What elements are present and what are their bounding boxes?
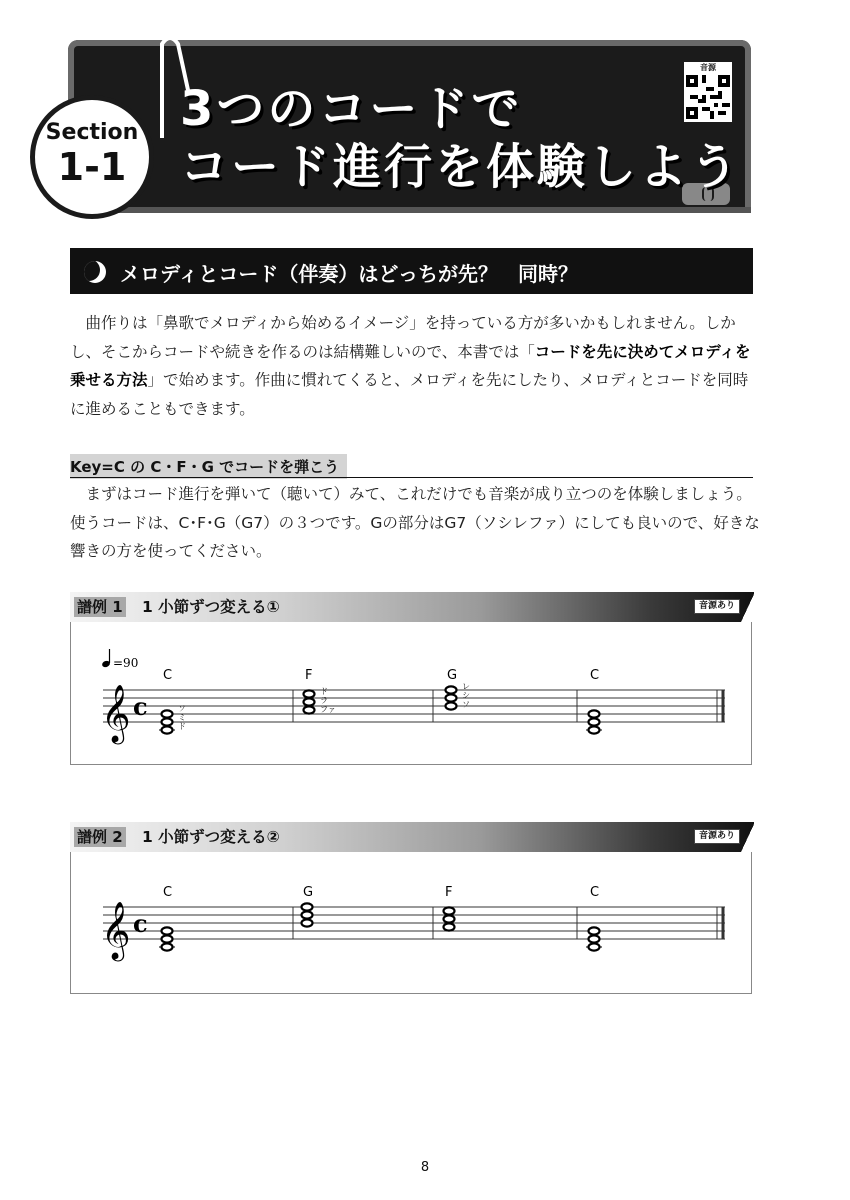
chord-symbol: G — [303, 885, 314, 900]
example-1-score — [70, 622, 752, 765]
qr-code-icon — [686, 75, 730, 119]
example-2-header — [70, 822, 754, 852]
intro-paragraph — [70, 309, 760, 423]
common-time-icon: c — [133, 692, 148, 721]
svg-text:レ: レ — [462, 682, 470, 691]
chord-notes — [159, 686, 602, 733]
example-2-title: 1 小節ずつ変える② — [142, 828, 280, 846]
title-line-2: コード進行を体験しよう — [180, 139, 742, 195]
crescent-moon-icon — [84, 261, 106, 283]
chord-symbol: F — [305, 668, 313, 683]
treble-clef-icon: 𝄞 — [101, 901, 131, 959]
chord-symbol: F — [445, 885, 453, 900]
chord-symbol: C — [163, 668, 173, 683]
svg-text:ラ: ラ — [320, 696, 328, 705]
example-2-audio-badge[interactable]: 音源あり — [694, 829, 740, 844]
title-line-1: 3つのコードで — [180, 81, 523, 137]
svg-text:ミ: ミ — [178, 713, 186, 722]
example-1-staff — [71, 622, 751, 764]
svg-text:ファ: ファ — [320, 705, 336, 714]
intro-text-bold: コードを先に決めてメロディを乗せる方法 — [70, 342, 751, 389]
staff-lines — [103, 690, 725, 722]
title-banner-base — [68, 207, 751, 213]
quarter-note-icon — [101, 649, 111, 668]
chord-symbol: C — [163, 885, 173, 900]
svg-text:ド: ド — [320, 687, 328, 696]
chord-symbol: C — [590, 885, 600, 900]
treble-clef-icon: 𝄞 — [101, 684, 131, 742]
example-1-title: 1 小節ずつ変える① — [142, 598, 280, 616]
svg-text:ド: ド — [178, 722, 186, 731]
svg-text:ソ: ソ — [178, 704, 186, 713]
intro-text-a: 曲作りは「鼻歌でメロディから始めるイメージ」を持っている方が多いかもしれません。しかし、そこからコードや続きを作るのは結構難しいので、本書では「 — [70, 314, 736, 361]
section-badge — [30, 95, 154, 219]
example-2-tag: 譜例 2 — [74, 827, 126, 847]
tempo-value: =90 — [113, 656, 139, 670]
staff-lines — [103, 907, 725, 939]
chord-symbol: C — [590, 668, 600, 683]
svg-text:ソ: ソ — [462, 700, 470, 709]
example-2-staff — [71, 852, 751, 993]
subsection-paragraph: まずはコード進行を弾いて（聴いて）みて、これだけでも音楽が成り立つのを体験しましょう。使うコードは、C･F･G（G7）の３つです。Gの部分はG7（ソシレファ）にしても良いので、好きな響きの方を使ってください。 — [70, 485, 760, 560]
svg-text:シ: シ — [462, 691, 470, 700]
qr-label: 音源 — [700, 63, 716, 72]
section-badge-number: 1-1 — [57, 145, 127, 189]
qr-code-block[interactable] — [684, 62, 732, 122]
common-time-icon: c — [133, 909, 148, 938]
chord-notes — [159, 903, 602, 950]
subsection-heading: Key=C の C・F・G でコードを弾こう — [70, 454, 347, 479]
example-2-score — [70, 852, 752, 994]
chord-symbol: G — [447, 668, 458, 683]
intro-text-b: 」で始めます。作曲に慣れてくると、メロディを先にしたり、メロディとコードを同時に進めることもできます。 — [70, 371, 749, 418]
example-1-header — [70, 592, 754, 622]
section-heading-text: メロディとコード（伴奏）はどっちが先？ 同時？ — [120, 262, 578, 286]
section-heading — [70, 248, 753, 294]
example-1-tag: 譜例 1 — [74, 597, 126, 617]
page-number: 8 — [420, 1160, 430, 1175]
example-1-audio-badge[interactable]: 音源あり — [694, 599, 740, 614]
subsection-rule — [70, 477, 753, 478]
section-badge-word: Section — [45, 120, 139, 145]
